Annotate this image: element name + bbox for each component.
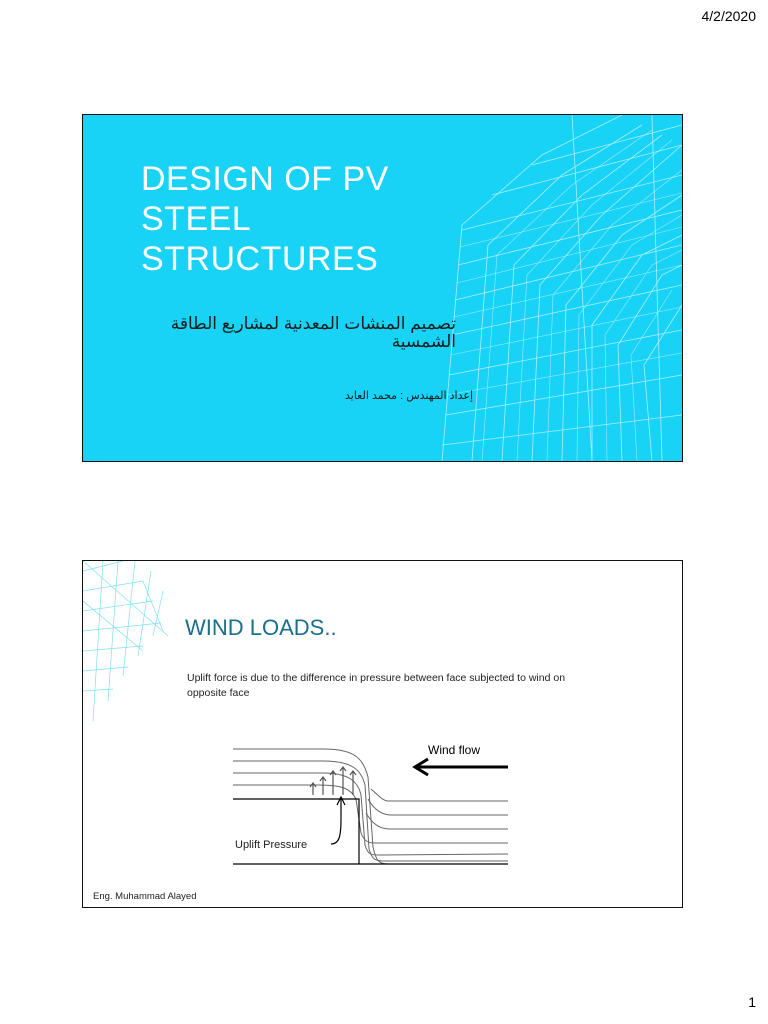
slide-title: WIND LOADS.. xyxy=(185,615,337,640)
wireframe-building-corner-graphic xyxy=(83,561,173,721)
slide-subtitle-arabic: تصميم المنشات المعدنية لمشاريع الطاقة الشمسية xyxy=(170,314,456,351)
wind-flow-label: Wind flow xyxy=(428,743,481,757)
wireframe-building-graphic xyxy=(422,115,682,461)
author-line-arabic: إعداد المهندس : محمد العايد xyxy=(344,390,473,402)
wind-loads-slide xyxy=(82,560,683,908)
uplift-pressure-label: Uplift Pressure xyxy=(235,839,308,851)
slide-body-text: Uplift force is due to the difference in pressure between face subjected to wind on opposite face xyxy=(187,672,566,699)
wind-uplift-diagram xyxy=(223,737,523,897)
title-slide xyxy=(82,114,683,462)
slide-title: DESIGN OF PV STEEL STRUCTURES xyxy=(141,160,389,278)
slide-footer-author: Eng. Muhammad Alayed xyxy=(93,891,197,902)
header-date: 4/2/2020 xyxy=(701,8,756,24)
page-number: 1 xyxy=(748,994,756,1010)
